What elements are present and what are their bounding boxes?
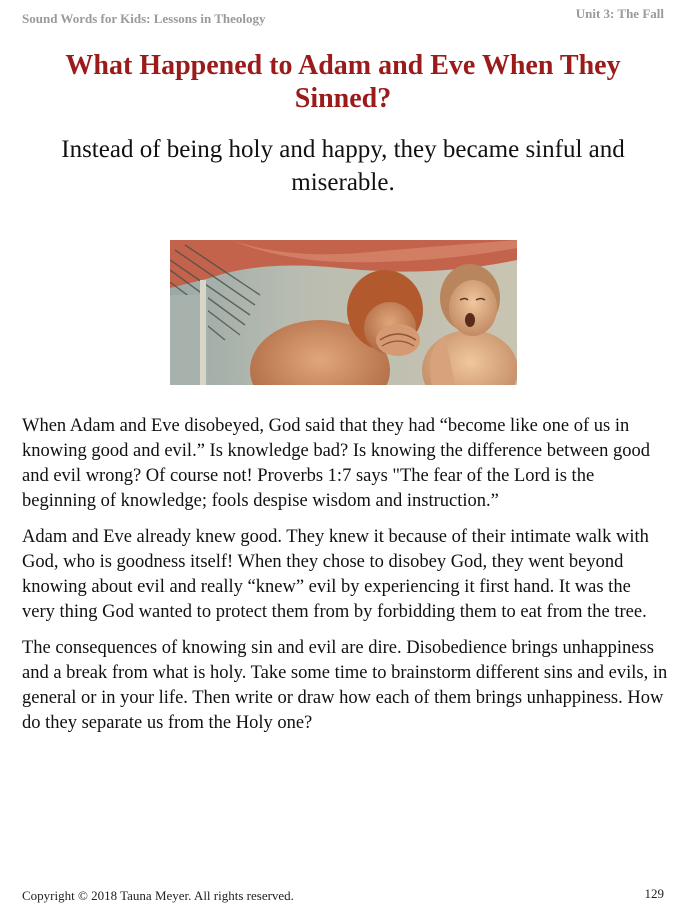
unit-label: Unit 3: The Fall xyxy=(575,6,664,21)
paragraph: Adam and Eve already knew good. They knew it because of their intimate walk with God, who is goodness itself! When they chose to disobey God, they went beyond knowing about evil and really “knew” evil by experiencing it first hand. It was the very thing God wanted to protect them from by forbidding them to eat from the tree. xyxy=(22,527,649,622)
answer-statement: Instead of being holy and happy, they became sinful and miserable. xyxy=(61,136,625,196)
expulsion-painting-image xyxy=(170,240,517,385)
copyright-notice: Copyright © 2018 Tauna Meyer. All rights reserved. xyxy=(22,888,294,903)
paragraph: The consequences of knowing sin and evil are dire. Disobedience brings unhappiness and a break from what is holy. Take some time to brainstorm different sins and evils, in general or in your life. Then write or draw how each of them brings unhappiness. How do they separate us from the Holy one? xyxy=(22,638,668,733)
page-title: What Happened to Adam and Eve When They Sinned? xyxy=(65,50,621,114)
book-title: Sound Words for Kids: Lessons in Theology xyxy=(22,11,266,26)
lesson-body xyxy=(22,414,668,747)
paragraph: When Adam and Eve disobeyed, God said that they had “become like one of us in knowing good and evil.” Is knowledge bad? Is knowing the difference between good and evil wrong? Of course not! Proverbs 1:7 says "The fear of the Lord is the beginning of knowledge; fools despise wisdom and instruction.” xyxy=(22,416,650,511)
page-number: 129 xyxy=(644,886,664,901)
